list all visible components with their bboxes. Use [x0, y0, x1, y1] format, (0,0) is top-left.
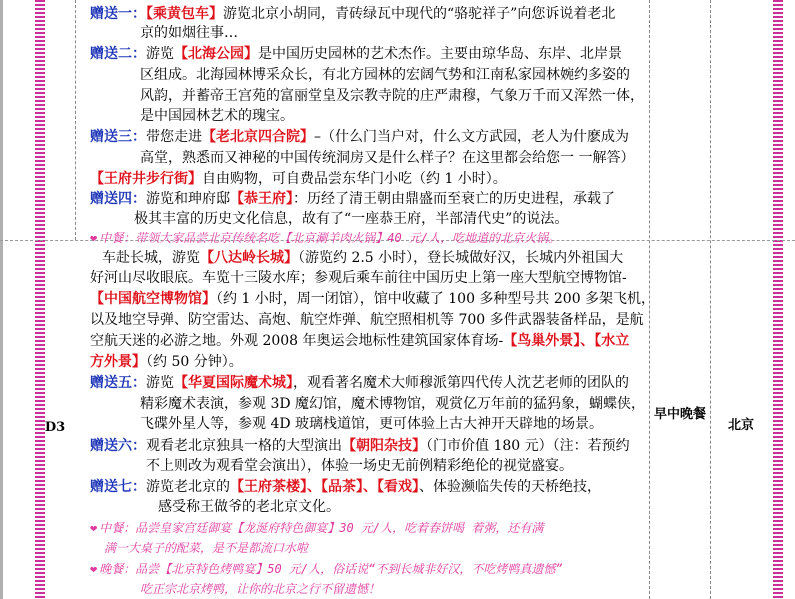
- column-divider: [710, 0, 711, 599]
- description-text: 观看老北京独具一格的大型演出: [146, 438, 342, 454]
- attraction-name: 【看戏】: [377, 479, 419, 495]
- gift-label: 赠送三：: [90, 129, 146, 145]
- meal-text: 中餐：带领大家品尝北京传统名吃【北京涮羊肉火锅】40 元/人，吃地道的北京火锅。: [99, 231, 561, 245]
- description-text: 京的如烟往事…: [140, 25, 238, 41]
- table-left-border: [0, 0, 3, 599]
- attraction-name: 【北海公园】: [174, 46, 258, 62]
- separator: 、: [307, 479, 321, 495]
- description-text: –（什么门当户对，什么文方武园，老人为什麽成为: [314, 129, 629, 145]
- d3-lunch-note: [90, 518, 543, 538]
- attraction-name: 方外景】: [90, 354, 146, 370]
- description-text: 感受称王做爷的老北京文化。: [158, 499, 340, 515]
- description-text: 好河山尽收眼底。车览十三陵水库；参观后乘车前往中国历史上第一座大型航空博物馆-: [90, 270, 627, 286]
- d3-para-line: [90, 352, 243, 372]
- attraction-name: 【王府井步行街】: [90, 171, 202, 187]
- attraction-name: 【鸟巢外景】、【水立: [503, 333, 630, 349]
- d3-para-line: [90, 331, 629, 351]
- gift-label: 赠送七：: [90, 479, 146, 495]
- heart-icon: ❤: [90, 231, 98, 245]
- gift5-line: [90, 373, 629, 393]
- description-text: 以及地空导弹、防空雷达、高炮、航空炸弹、航空照相机等 700 多件武器装备样品，是航: [90, 312, 644, 328]
- gift-label: 赠送五：: [90, 375, 146, 391]
- description-text: ：历经了清王朝由鼎盛而至衰亡的历史进程，承载了: [293, 191, 615, 207]
- accommodation-cell: 北京: [727, 418, 754, 433]
- description-text: 游览和珅府邸: [146, 191, 230, 207]
- description-text: 、体验濒临失传的天桥绝技，: [419, 479, 601, 495]
- description-text: （约 50 分钟）。: [146, 354, 243, 370]
- description-text: 高堂，熟悉而又神秘的中国传统洞房又是什么样子？在这里都会给您一 一解答）: [140, 150, 635, 166]
- description-text: 不上则改为观看堂会演出），体验一场史无前例精彩绝伦的视觉盛宴。: [146, 458, 573, 474]
- description-text: 游览北京小胡同，青砖绿瓦中现代的“骆驼祥子”向您诉说着老北: [223, 6, 616, 22]
- description-text: 车赴长城，游览: [102, 250, 200, 266]
- gift-label: 赠送四：: [90, 191, 146, 207]
- description-text: 区组成。北海园林博采众长，有北方园林的宏阔气势和江南私家园林婉约多姿的: [140, 67, 630, 83]
- d3-para-line: [102, 248, 623, 268]
- meals-cell: 早中晚餐: [653, 407, 706, 422]
- gift3-line: [90, 127, 629, 147]
- attraction-name: 【老北京四合院】: [202, 129, 314, 145]
- meal-text: 中餐：品尝皇家宫廷御宴【龙涎府特色御宴】30 元/人，吃着春饼喝 着粥，还有满: [99, 521, 544, 535]
- description-text: （约 1 小时，周一闭馆），馆中收藏了 100 多种型号共 200 多架飞机，: [216, 291, 656, 307]
- gift1-line: [90, 4, 615, 24]
- description-text: 游览老北京的: [146, 479, 230, 495]
- attraction-name: 【中国航空博物馆】: [90, 291, 216, 307]
- description-text: 带您走进: [146, 129, 202, 145]
- description-text: 空航天迷的必游之地。外观 2008 年奥运会地标性建筑国家体育场-: [90, 333, 504, 349]
- right-pink-border: [773, 0, 783, 599]
- column-divider: [75, 0, 76, 240]
- heart-icon: ❤: [90, 521, 98, 535]
- gift-label: 赠送二：: [90, 46, 146, 62]
- gift4-line: [90, 189, 615, 209]
- attraction-name: 【朝阳杂技】: [342, 438, 426, 454]
- description-text: 极其丰富的历史文化信息，故有了“一座恭王府，半部清代史”的说法。: [134, 211, 569, 227]
- heart-icon: ❤: [90, 562, 98, 576]
- attraction-name: 【乘黄包车】: [146, 6, 223, 22]
- left-pink-border: [35, 0, 45, 599]
- attraction-name: 【华夏国际魔术城】: [174, 375, 293, 391]
- gift-label: 赠送六：: [90, 438, 146, 454]
- attraction-name: 【恭王府】: [230, 191, 293, 207]
- description-text: （游览约 2.5 小时），登长城做好汉，长城内外祖国大: [298, 250, 624, 266]
- description-text: 是中国历史园林的艺术杰作。主要由琼华岛、东岸、北岸景: [258, 46, 622, 62]
- day-label: D3: [44, 420, 66, 435]
- meal-text: 晚餐：品尝【北京特色烤鸭宴】50 元/人，俗话说“不到长城非好汉，不吃烤鸭真遗憾”: [99, 562, 563, 576]
- attraction-name: 【王府茶楼】: [230, 479, 307, 495]
- gift2-line: [90, 44, 622, 64]
- separator: 、: [363, 479, 377, 495]
- meal-text: 满一大桌子的配菜，是不是都流口水啦: [104, 541, 309, 555]
- description-text: ，观看著名魔术大师穆派第四代传人沈艺老师的团队的: [293, 375, 629, 391]
- description-text: 游览: [146, 46, 174, 62]
- description-text: 是中国园林艺术的瑰宝。: [140, 108, 294, 124]
- gift-label: 赠送一：: [90, 6, 146, 22]
- street-line: [90, 169, 507, 189]
- description-text: 游览: [146, 375, 174, 391]
- gift6-line: [90, 436, 630, 456]
- d3-para-line: [90, 289, 655, 309]
- d2-dinner-note: [90, 228, 560, 248]
- description-text: 风韵，并蓄帝王宫苑的富丽堂皇及宗教寺院的庄严肃穆，气象万千而又浑然一体，: [140, 88, 644, 104]
- meal-text: 吃正宗北京烤鸭，让你的北京之行不留遗憾！: [140, 582, 381, 596]
- attraction-name: 【品茶】: [321, 479, 363, 495]
- description-text: 精彩魔术表演，参观 3D 魔幻馆，魔术博物馆，观赏亿万年前的猛犸象，蝴蝶侠，: [140, 396, 646, 412]
- d3-dinner-note: [90, 559, 563, 579]
- attraction-name: 【八达岭长城】: [200, 250, 298, 266]
- description-text: 自由购物，可自费品尝东华门小吃（约 1 小时）。: [202, 171, 507, 187]
- description-text: 飞碟外星人等，参观 4D 玻璃栈道馆，更可体验上古大神开天辟地的场景。: [140, 416, 604, 432]
- description-text: （门市价值 180 元）（注：若预约: [426, 438, 630, 454]
- gift7-line: [90, 477, 601, 497]
